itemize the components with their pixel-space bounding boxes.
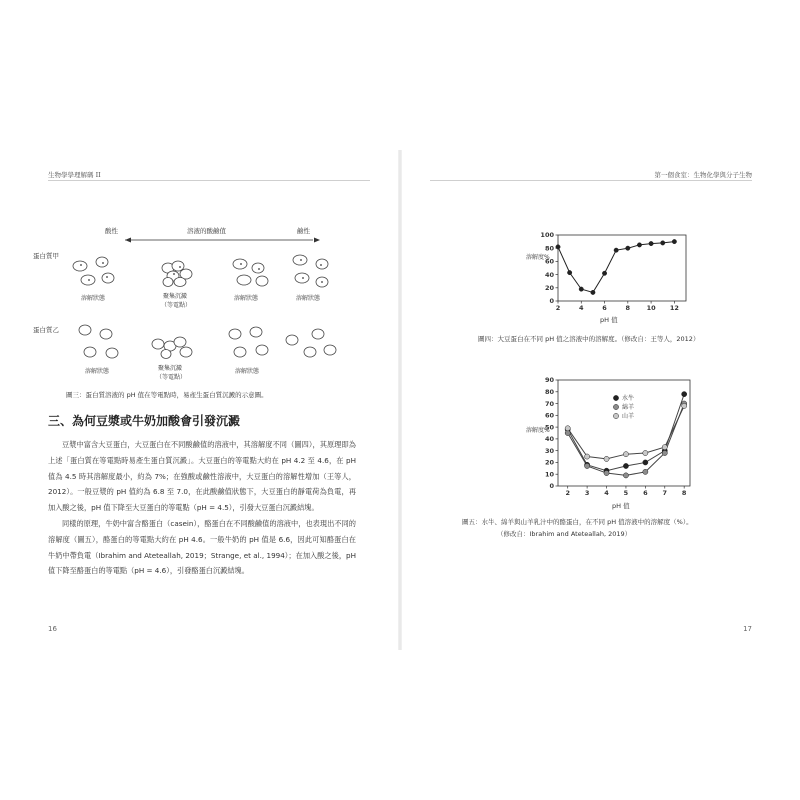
arrowhead-left-icon — [125, 238, 131, 243]
legend-marker — [613, 413, 618, 418]
protein-b-aggregate-cluster — [152, 337, 192, 359]
y-tick-label: 60 — [544, 411, 554, 420]
x-tick-label: 3 — [584, 489, 590, 497]
row-a-label-2: 聚集沉澱 — [163, 293, 188, 300]
x-tick-label: 6 — [643, 489, 648, 497]
plot-frame — [558, 235, 686, 301]
x-tick-label: 6 — [602, 304, 607, 312]
row-b-isoelectric: （等電點） — [156, 374, 187, 381]
legend-marker — [613, 395, 618, 400]
x-tick-label: 4 — [579, 304, 584, 312]
right-page-number: 17 — [743, 625, 752, 633]
base-label: 鹼性 — [297, 227, 310, 235]
protein-b-dissolved-cluster-2 — [229, 327, 336, 357]
series-points — [556, 239, 677, 294]
left-running-header: 生物學學理解碼 II — [48, 171, 101, 179]
figure4-caption: 圖四：大豆蛋白在不同 pH 值之溶液中的溶解度。（修改自：王等人，2012） — [478, 335, 700, 343]
y-tick-label: 90 — [544, 376, 554, 385]
y-tick-label: 40 — [544, 270, 554, 279]
data-point — [661, 241, 665, 245]
row-a-isoelectric: （等電點） — [161, 302, 192, 309]
x-tick-label: 2 — [565, 489, 570, 497]
y-tick-label: 20 — [544, 458, 554, 467]
data-point — [567, 270, 571, 274]
legend-marker — [613, 404, 618, 409]
row-b-label-1: 溶解狀態 — [85, 368, 110, 375]
data-point — [643, 460, 648, 465]
book-gutter — [398, 150, 402, 650]
x-tick-label: 4 — [604, 489, 609, 497]
paragraph-2: 同樣的原理，牛奶中富含酪蛋白（casein），酪蛋白在不同酸鹼值的溶液中，也表現出不同的溶解度（圖五），酪蛋白的等電點大約在 pH 4.6。一般牛奶的 pH 值是 6.6，因此可知酪蛋白在牛奶中帶負電（Ibrahim and Ateteallah, 2019；Strange, et al., 1994）；在加入酸之後，pH 值下降至酪蛋白的等電點（pH = 4.6），引發酪蛋白沉澱結塊。 — [48, 518, 356, 576]
left-header-rule — [48, 180, 370, 181]
data-point — [585, 463, 590, 468]
x-axis-label: pH 值 — [612, 502, 630, 510]
figure3-caption: 圖三：蛋白質溶液的 pH 值在等電點時，易產生蛋白質沉澱的示意圖。 — [66, 391, 268, 399]
data-point — [626, 246, 630, 250]
y-tick-label: 20 — [544, 284, 554, 292]
figure5-chart — [520, 372, 700, 512]
x-tick-label: 8 — [681, 489, 687, 497]
y-axis-label-text: 溶解度% — [526, 427, 550, 434]
data-point — [565, 430, 570, 435]
y-tick-label: 30 — [544, 446, 554, 455]
data-point — [604, 456, 609, 461]
y-tick-label: 70 — [544, 399, 554, 408]
legend-label: 綿羊 — [622, 404, 635, 412]
protein-b-dissolved-cluster-1 — [79, 325, 118, 358]
legend-label: 山羊 — [622, 413, 635, 421]
acid-label: 酸性 — [105, 227, 118, 235]
y-tick-label: 0 — [549, 482, 554, 491]
y-tick-label: 40 — [544, 435, 554, 444]
y-axis-label-text: 溶解度% — [526, 254, 550, 261]
row-b-label-3: 溶解狀態 — [235, 368, 260, 375]
data-point — [623, 463, 628, 468]
figure5-caption-line1: 圖五：水牛、綿羊與山羊乳汁中的酪蛋白，在不同 pH 值溶液中的溶解度（%）。 — [462, 518, 693, 526]
x-tick-label: 12 — [669, 304, 679, 312]
y-tick-label: 0 — [549, 297, 554, 306]
protein-a-dissolved-cluster-2 — [233, 259, 268, 286]
paragraph-1: 豆漿中富含大豆蛋白，大豆蛋白在不同酸鹼值的溶液中，其溶解度不同（圖四），其原理即為上述「蛋白質在等電點時易產生蛋白質沉澱」。大豆蛋白的等電點大約在 pH 4.2 至 4.6，在 pH 值為 4.5 時其溶解度最小，約為 7%；在強酸或鹼性溶液中，大豆蛋白的溶解性增加（王等人，2012）。一般豆漿的 pH 值約為 6.8 至 7.0，在此酸鹼值狀態下，大豆蛋白的靜電荷為負電，再加入酸之後，pH 值下降至大豆蛋白的等電點（pH = 4.5），引發大豆蛋白沉澱結塊。 — [48, 440, 356, 513]
x-axis-label: pH 值 — [600, 316, 618, 324]
data-point — [637, 243, 641, 247]
x-tick-label: 10 — [646, 304, 656, 312]
data-point — [672, 239, 676, 243]
right-header-rule — [430, 180, 752, 181]
y-tick-label: 50 — [544, 423, 554, 432]
body-text — [48, 437, 356, 579]
chart-legend — [613, 394, 634, 420]
ph-scale-label: 溶液的酸鹼值 — [187, 227, 226, 235]
figure3-diagram — [30, 222, 370, 394]
figure5-caption-line2: （修改自：Ibrahim and Ateteallah, 2019） — [497, 530, 632, 538]
data-point — [556, 245, 560, 249]
protein-a-dissolved-cluster-1 — [73, 257, 114, 285]
y-tick-label: 10 — [544, 470, 554, 479]
data-point — [662, 445, 667, 450]
row-b-label-2: 聚集沉澱 — [158, 365, 183, 372]
protein-a-aggregate-cluster — [162, 261, 192, 287]
data-point — [643, 469, 648, 474]
figure4-chart — [520, 225, 700, 325]
x-tick-label: 2 — [555, 304, 561, 312]
data-point — [565, 426, 570, 431]
data-point — [662, 450, 667, 455]
legend-label: 水牛 — [622, 395, 635, 403]
data-point — [579, 287, 583, 291]
x-tick-label: 7 — [662, 489, 668, 497]
row-a-label-4: 溶解狀態 — [296, 295, 321, 302]
y-tick-label: 60 — [544, 257, 554, 266]
data-point — [585, 454, 590, 459]
y-tick-label: 80 — [544, 244, 554, 253]
chart-axes — [545, 376, 690, 497]
data-point — [623, 452, 628, 457]
left-page-number: 16 — [48, 625, 57, 633]
arrowhead-right-icon — [314, 238, 320, 243]
data-point — [682, 403, 687, 408]
row-a-label-1: 溶解狀態 — [81, 295, 106, 302]
data-point — [614, 248, 618, 252]
data-point — [682, 392, 687, 397]
data-point — [643, 450, 648, 455]
section-heading: 三、為何豆漿或牛奶加酸會引發沉澱 — [48, 414, 241, 428]
y-tick-label: 80 — [544, 387, 554, 396]
data-point — [604, 470, 609, 475]
data-point — [602, 271, 606, 275]
protein-b-label: 蛋白質乙 — [33, 326, 59, 334]
y-tick-label: 100 — [540, 231, 554, 240]
x-tick-label: 5 — [623, 489, 629, 497]
right-running-header: 第一個食室：生物化學與分子生物 — [654, 171, 752, 179]
data-point — [649, 241, 653, 245]
row-a-label-3: 溶解狀態 — [234, 295, 259, 302]
data-point — [591, 290, 595, 294]
x-tick-label: 8 — [625, 304, 631, 312]
protein-a-label: 蛋白質甲 — [33, 252, 59, 260]
data-point — [623, 473, 628, 478]
